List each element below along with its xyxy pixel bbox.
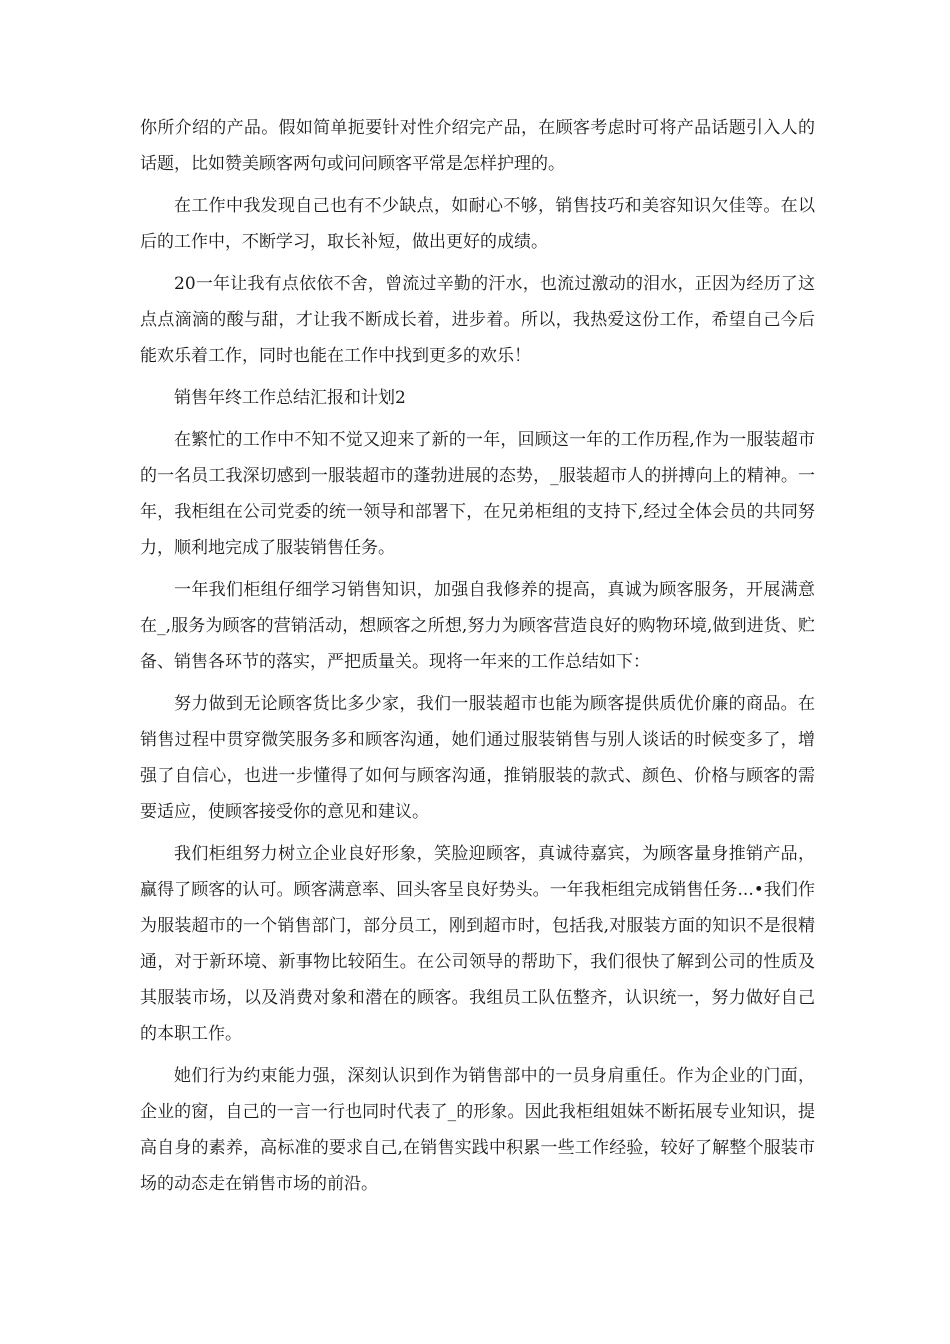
- paragraph-intro: 在繁忙的工作中不知不觉又迎来了新的一年，回顾这一年的工作历程,作为一服装超市的一名员工我深切感到一服装超市的蓬勃进展的态势，_服装超市人的拼搏向上的精神。一年，我柜组在公司党委的统一领导和部署下，在兄弟柜组的支持下,经过全体会员的共同努力，顺利地完成了服装销售任务。: [140, 430, 815, 558]
- paragraph-discipline: 她们行为约束能力强，深刻认识到作为销售部中的一员身肩重任。作为企业的门面，企业的窗，自己的一言一行也同时代表了_的形象。因此我柜组姐妹不断拓展专业知识，提高自身的素养，高标准的要求自己,在销售实践中积累一些工作经验，较好了解整个服装市场的动态走在销售市场的前沿。: [140, 1066, 815, 1194]
- paragraph-effort: 努力做到无论顾客货比多少家，我们一服装超市也能为顾客提供质优价廉的商品。在销售过程中贯穿微笑服务多和顾客沟通，她们通过服装销售与别人谈话的时候变多了，增强了自信心，也进一步懂得了如何与顾客沟通，推销服装的款式、颜色、价格与顾客的需要适应，使顾客接受你的意见和建议。: [140, 694, 815, 822]
- section-heading: 销售年终工作总结汇报和计划2: [174, 388, 406, 408]
- document-page: [140, 110, 815, 1208]
- paragraph-image: 我们柜组努力树立企业良好形象，笑脸迎顾客，真诚待嘉宾，为顾客量身推销产品，赢得了顾客的认可。顾客满意率、回头客呈良好势头。一年我柜组完成销售任务...•我们作为服装超市的一个销售部门，部分员工，刚到超市时，包括我,对服装方面的知识不是很精通，对于新环境、新事物比较陌生。在公司领导的帮助下，我们很快了解到公司的性质及其服装市场，以及消费对象和潜在的顾客。我组员工队伍整齐，认识统一，努力做好自己的本职工作。: [140, 844, 815, 1044]
- paragraph-year-reflection: 20一年让我有点依依不舍，曾流过辛勤的汗水，也流过激动的泪水，正因为经历了这点点滴滴的酸与甜，才让我不断成长着，进步着。所以，我热爱这份工作，希望自己今后能欢乐着工作，同时也能在工作中找到更多的欢乐！: [140, 274, 815, 366]
- paragraph-learning: 一年我们柜组仔细学习销售知识，加强自我修养的提高，真诚为顾客服务，开展满意在_,服务为顾客的营销活动，想顾客之所想,努力为顾客营造良好的购物环境,做到进货、贮备、销售各环节的落实，严把质量关。现将一年来的工作总结如下：: [140, 580, 815, 672]
- paragraph-shortcomings: 在工作中我发现自己也有不少缺点，如耐心不够，销售技巧和美容知识欠佳等。在以后的工作中，不断学习，取长补短，做出更好的成绩。: [140, 196, 815, 252]
- paragraph-continuation: 你所介绍的产品。假如简单扼要针对性介绍完产品，在顾客考虑时可将产品话题引入人的话题，比如赞美顾客两句或问问顾客平常是怎样护理的。: [140, 118, 815, 174]
